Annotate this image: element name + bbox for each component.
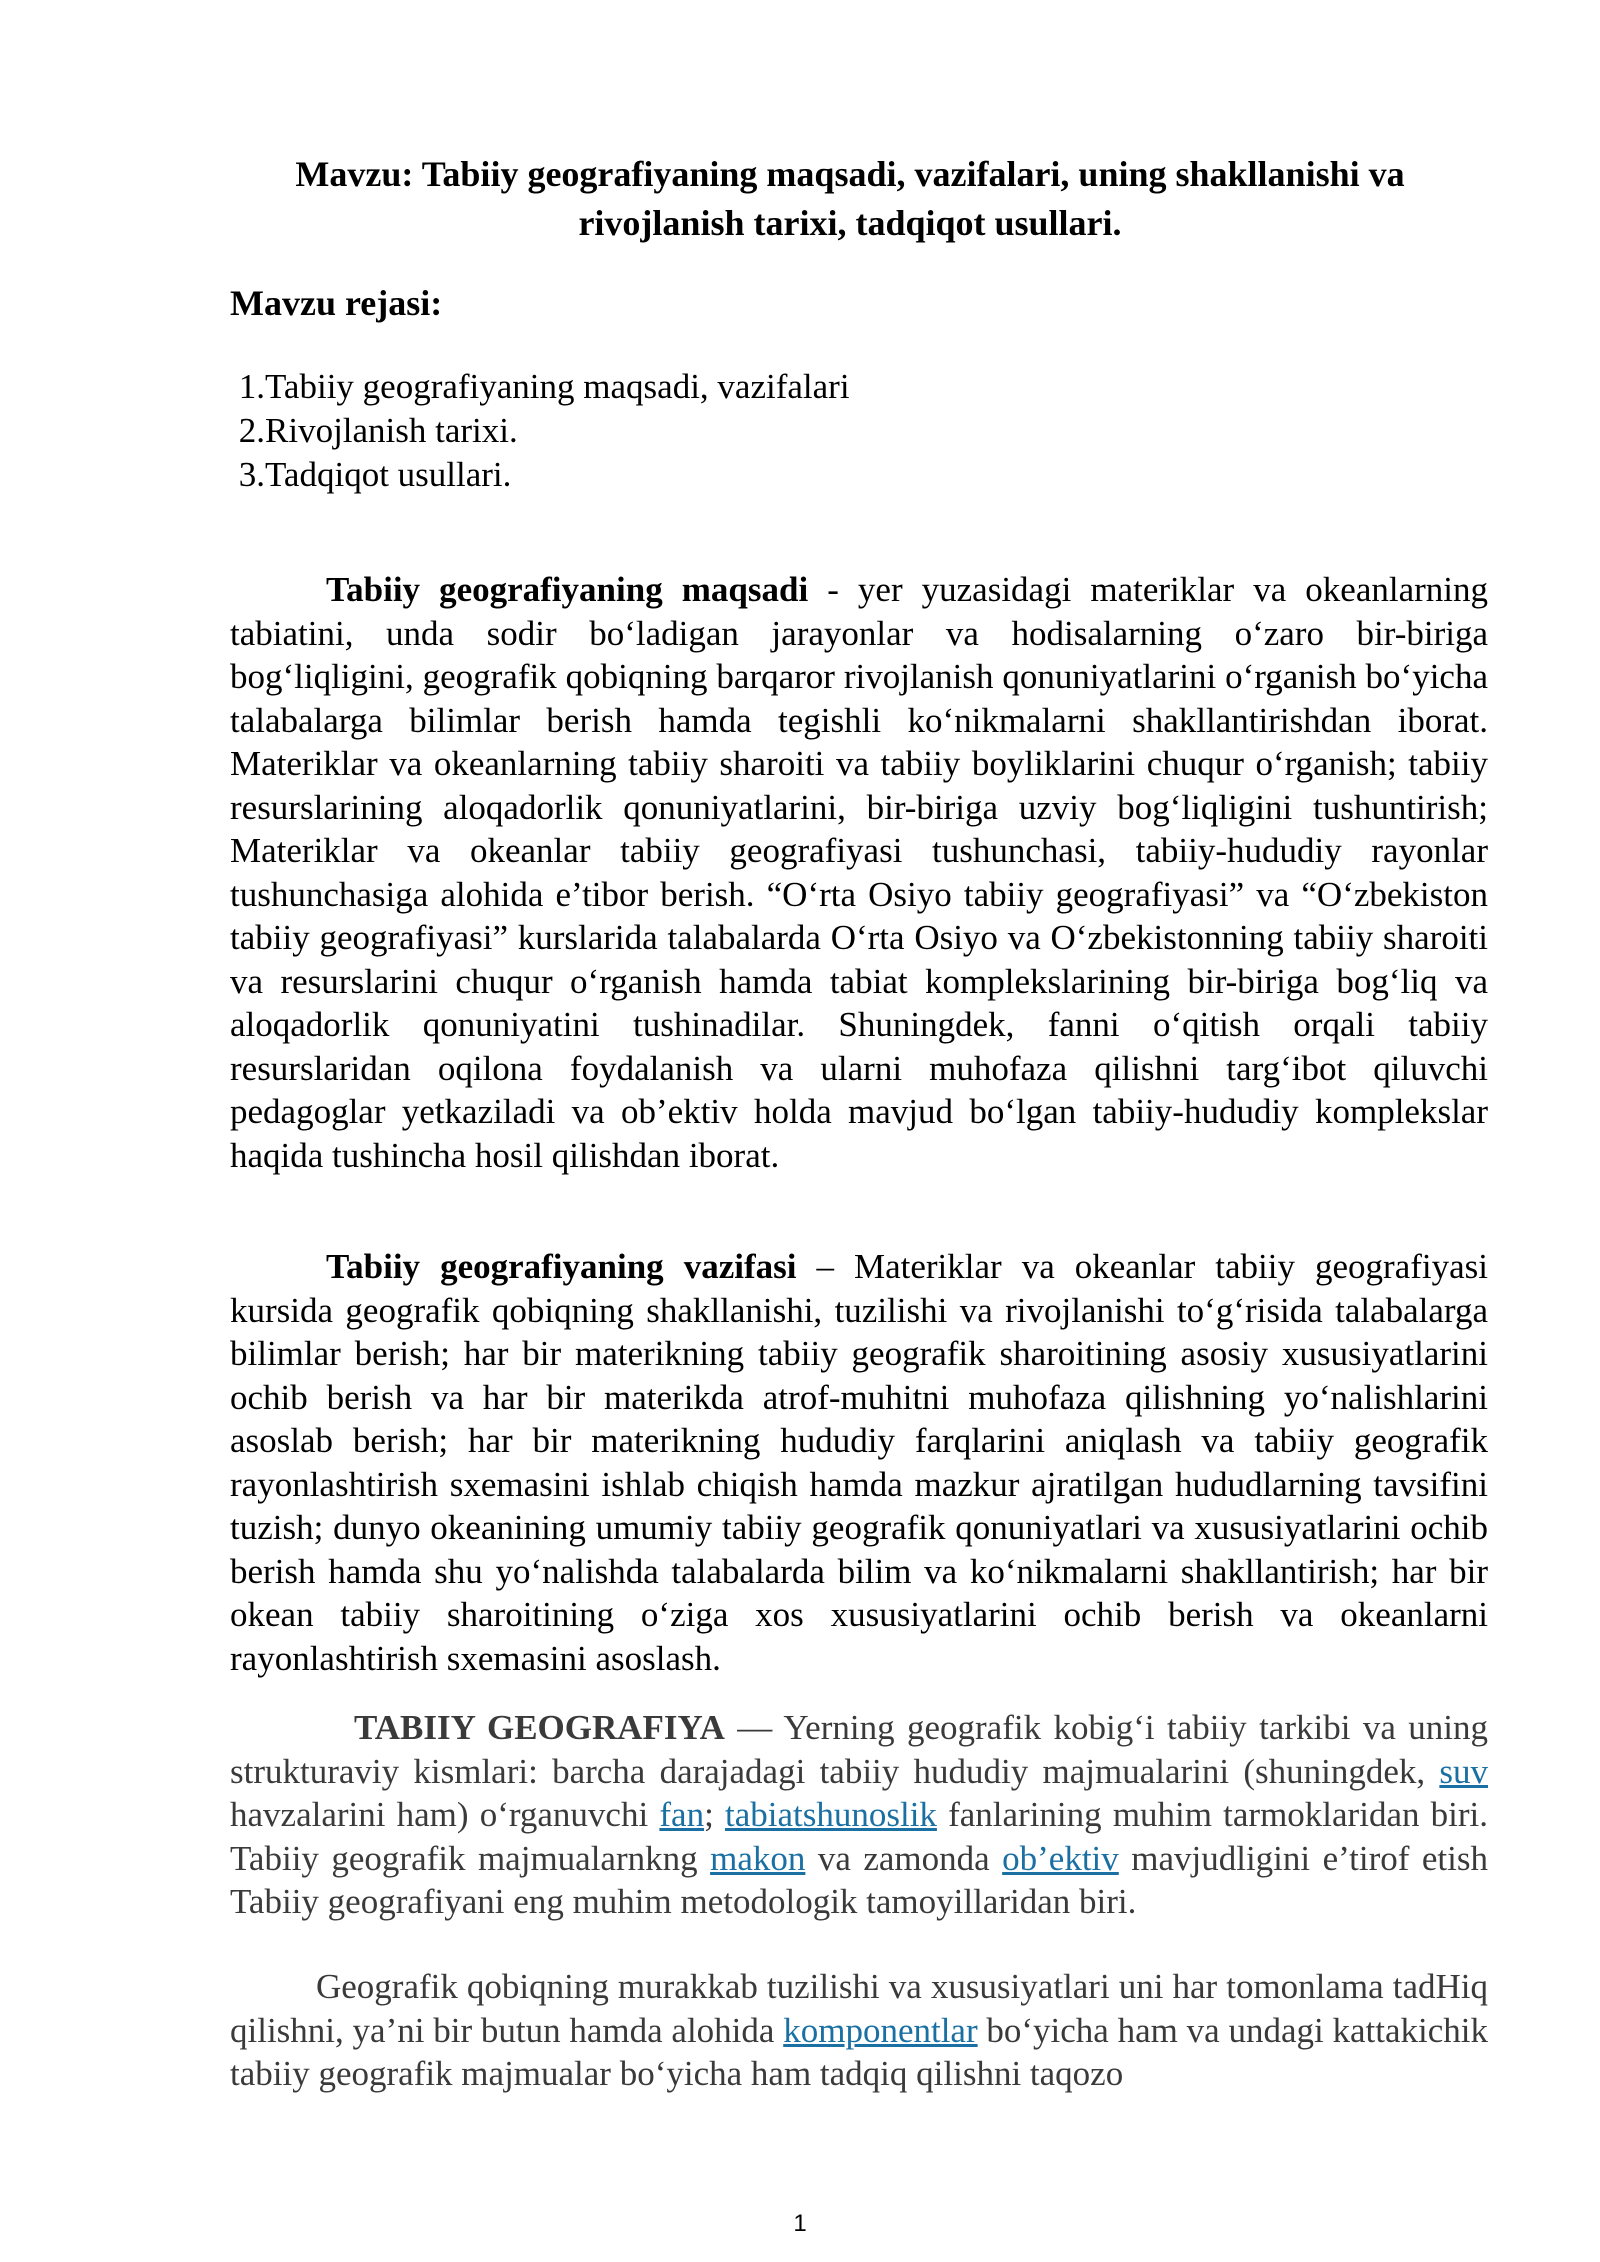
link-makon[interactable]: makon [710, 1838, 806, 1878]
plan-item [230, 409, 850, 453]
plan-item [230, 453, 850, 497]
paragraph-goal [230, 568, 1488, 1177]
paragraph-definition-text: ; [704, 1795, 725, 1834]
plan-item-number: 1. [238, 367, 265, 406]
paragraph-structure-text: Geografik qobiqning murakkab tuzilishi va xususiyatlari uni har tomonlama tadHiq qilishni, ya’ni bir butun hamda alohida [230, 1967, 1488, 2050]
paragraph-definition-lead: TABIIY GEOGRAFIYA [354, 1708, 725, 1747]
paragraph-definition [230, 1706, 1488, 1924]
paragraph-task-lead: Tabiiy geografiyaning vazifasi [326, 1247, 797, 1286]
plan-list [230, 365, 850, 497]
link-obektiv[interactable]: ob’ektiv [1002, 1838, 1119, 1878]
paragraph-goal-text: - yer yuzasidagi materiklar va okeanlarning tabiatini, unda sodir bo‘ladigan jarayonlar va hodisalarning o‘zaro bir-biriga bog‘liqligini, geografik qobiqning barqaror rivojlanish qonuniyatlarini o‘rganish bo‘yicha talabalarga bilimlar berish hamda tegishli ko‘nikmalarni shakllantirishdan iborat. Materiklar va okeanlarning tabiiy sharoiti va tabiiy boyliklarini chuqur o‘rganish; tabiiy resurslarining aloqadorlik qonuniyatlarini, bir-biriga uzviy bog‘liqligini tushuntirish; Materiklar va okeanlar tabiiy geografiyasi tushunchasi, tabiiy-hududiy rayonlar tushunchasiga alohida e’tibor berish. “O‘rta Osiyo tabiiy geografiyasi” va “O‘zbekiston tabiiy geografiyasi” kurslarida talabalarda O‘rta Osiyo va O‘zbekistonning tabiiy sharoiti va resurslarini chuqur o‘rganish hamda tabiat komplekslarining bir-biriga bog‘liq va aloqadorlik qonuniyatini tushinadilar. Shuningdek, fanni o‘qitish orqali tabiiy resurslaridan oqilona foydalanish va ularni muhofaza qilishni targ‘ibot qiluvchi pedagoglar yetkaziladi va ob’ektiv holda mavjud bo‘lgan tabiiy-hududiy komplekslar haqida tushincha hosil qilishdan iborat. [230, 570, 1488, 1175]
link-suv[interactable]: suv [1439, 1751, 1488, 1791]
page-number: 1 [793, 2210, 807, 2237]
link-fan[interactable]: fan [659, 1795, 705, 1834]
paragraph-definition-text: va zamonda [805, 1838, 1003, 1878]
link-komponentlar[interactable]: komponentlar [783, 2010, 978, 2050]
plan-item-text: Tabiiy geografiyaning maqsadi, vazifalari [265, 367, 850, 406]
paragraph-definition-text: fanlarining muhim tarmoklaridan biri. Tabiiy geografik majmualarnkng [230, 1795, 1488, 1878]
paragraph-task-text: – Materiklar va okeanlar tabiiy geografiyasi kursida geografik qobiqning shakllanishi, tuzilishi va rivojlanishi to‘g‘risida talabalarga bilimlar berish; har bir materikning tabiiy geografik sharoitining asosiy xususiyatlarini ochib berish va har bir materikda atrof-muhitni muhofaza qilishning yo‘nalishlarini asoslab berish; har bir materikning hududiy farqlarini aniqlash va tabiiy geografik rayonlashtirish sxemasini ishlab chiqish hamda mazkur ajratilgan hududlarning tavsifini tuzish; dunyo okeanining umumiy tabiiy geografik qonuniyatlari va xususiyatlarini ochib berish hamda shu yo‘nalishda talabalarda bilim va ko‘nikmalarni shakllantirish; har bir okean tabiiy sharoitining o‘ziga xos xususiyatlarini ochib berish va okeanlarni rayonlashtirish sxemasini asoslash. [230, 1247, 1488, 1678]
paragraph-definition-text: — Yerning geografik kobig‘i tabiiy tarkibi va uning strukturaviy kismlari: barcha darajadagi tabiiy hududiy majmualarini (shuningdek, [230, 1708, 1488, 1791]
paragraph-definition-text: havzalarini ham) o‘rganuvchi [230, 1795, 660, 1834]
plan-item-text: Rivojlanish tarixi. [265, 411, 518, 450]
plan-item-number: 2. [238, 411, 265, 450]
link-tabiatshunoslik[interactable]: tabiatshunoslik [724, 1795, 937, 1834]
plan-item [230, 365, 850, 409]
page-title: Mavzu: Tabiiy geografiyaning maqsadi, vazifalari, uning shakllanishi va rivojlanish tarixi, tadqiqot usullari. [295, 154, 1405, 243]
paragraph-goal-lead: Tabiiy geografiyaning maqsadi [326, 570, 809, 609]
plan-item-text: Tadqiqot usullari. [265, 455, 512, 494]
plan-item-number: 3. [238, 455, 265, 494]
paragraph-definition-text: mavjudligini e’tirof etish Tabiiy geografiyani eng muhim metodologik tamoyillaridan biri. [230, 1838, 1488, 1921]
paragraph-structure [230, 1965, 1488, 2096]
plan-heading: Mavzu rejasi: [230, 283, 443, 323]
paragraph-structure-text: bo‘yicha ham va undagi kattakichik tabiiy geografik majmualar bo‘yicha ham tadqiq qilishni taqozo [230, 2010, 1488, 2093]
paragraph-task [230, 1245, 1488, 1680]
